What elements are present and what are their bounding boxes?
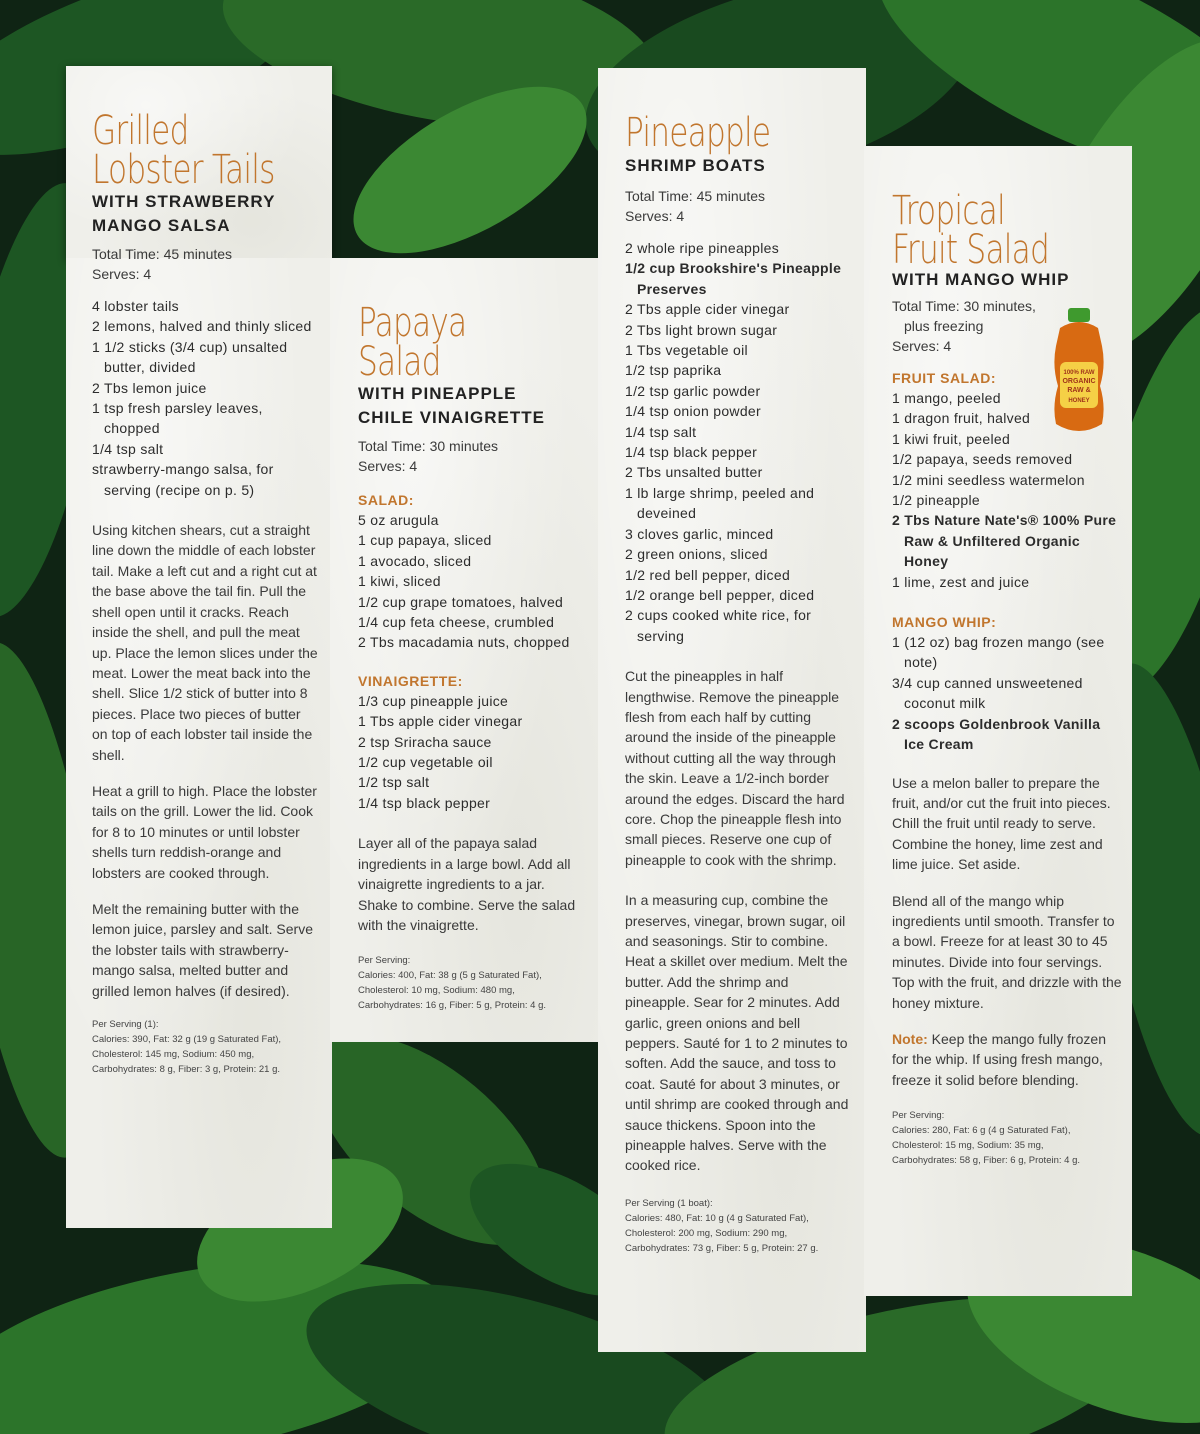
papaya-total-time: Total Time: 30 minutes [358,438,499,454]
list-item: 1 dragon fruit, halved [892,410,1031,427]
nutrition-line: Per Serving: [892,1110,945,1122]
papaya-title-line2: Salad [358,339,441,386]
honey-label-text-3: RAW & [1067,387,1091,394]
lobster-subtitle-line1: WITH STRAWBERRY [92,192,276,211]
fruit-step-1: Use a melon baller to prepare the fruit, and/or cut the fruit into pieces. Chill the fruit until ready to serve. Combine the honey, lime zest and lime juice. Set aside. [892,774,1111,873]
lobster-subtitle-line2: MANGO SALSA [92,216,231,235]
note-text: Keep the mango fully frozen for the whip. If using fresh mango, freeze it solid before blending. [892,1030,1107,1088]
nutrition-line: Cholesterol: 10 mg, Sodium: 480 mg, [358,985,515,997]
lobster-nutrition [92,1017,320,1077]
fruit-nutrition [892,1108,1124,1168]
list-item: 2 Tbs light brown sugar [625,321,778,338]
honey-bottle-image [1046,306,1112,436]
list-item: 1/4 cup feta cheese, crumbled [358,614,555,631]
nutrition-line: Calories: 390, Fat: 32 g (19 g Saturated Fat), [92,1034,282,1045]
list-item: 4 lobster tails [92,298,179,314]
nutrition-line: Per Serving (1): [92,1019,159,1030]
nutrition-line: Carbohydrates: 16 g, Fiber: 5 g, Protein: 4 g. [358,1000,546,1012]
list-item: 2 whole ripe pineapples [625,240,780,256]
nutrition-line: Cholesterol: 15 mg, Sodium: 35 mg, [892,1140,1044,1152]
list-item: 2 lemons, halved and thinly sliced [92,318,312,335]
list-item: 1/2 pineapple [892,492,980,509]
list-item: 1 (12 oz) bag frozen mango (see note) [892,634,1105,671]
pineapple-nutrition [625,1196,855,1256]
list-item: 2 Tbs unsalted butter [625,464,763,481]
list-item: 1/2 orange bell pepper, diced [625,586,815,603]
lobster-title-line2: Lobster Tails [92,147,275,194]
bottle-cap [1068,308,1090,322]
honey-label-text-2: ORGANIC [1062,378,1096,385]
fruit-step-2: Blend all of the mango whip ingredients until smooth. Transfer to a bowl. Freeze for at least 30 to 45 minutes. Divide into four servings. Top with the fruit, and drizzle with the honey mixture. [892,892,1122,1011]
list-item: 1 kiwi fruit, peeled [892,430,1011,447]
papaya-serves: Serves: 4 [358,458,418,474]
nutrition-line: Carbohydrates: 58 g, Fiber: 6 g, Protein: 4 g. [892,1155,1080,1167]
list-item: 1 Tbs vegetable oil [625,342,748,359]
list-item: 1/2 cup grape tomatoes, halved [358,593,564,610]
list-item: 1/4 tsp black pepper [625,444,758,461]
papaya-title-line1: Papaya [358,300,467,346]
lobster-title-line1: Grilled [92,108,189,154]
list-item: 1/4 tsp salt [625,423,697,440]
list-item: 1/2 papaya, seeds removed [892,451,1073,468]
list-item: 5 oz arugula [358,512,439,528]
list-item: 2 Tbs lemon juice [92,379,207,396]
mango-whip-ingredients [892,632,1124,754]
papaya-nutrition [358,953,588,1013]
list-item: 1 tsp fresh parsley leaves, chopped [92,400,263,437]
pineapple-subtitle: SHRIMP BOATS [625,156,766,175]
note-label: Note: [892,1030,928,1047]
nutrition-line: Per Serving: [358,955,411,967]
lobster-ingredients [92,296,320,500]
list-item: 1 lime, zest and juice [892,573,1030,590]
papaya-step: Layer all of the papaya salad ingredients in a large bowl. Add all vinaigrette ingredients to a jar. Shake to combine. Serve the salad with the vinaigrette. [358,835,576,933]
fruit-total-time: Total Time: 30 minutes, [892,298,1036,314]
recipe-papaya-salad [358,300,588,1013]
pineapple-step-1: Cut the pineapples in half lengthwise. Remove the pineapple flesh from each half by cutting around the inside of the pineapple without cutting all the way through the skin. Leave a 1/2-inch border around the edges. Discard the hard core. Chop the pineapple flesh into small pieces. Reserve one cup of pineapple to cook with the shrimp. [625,668,845,868]
list-item: 3/4 cup canned unsweetened coconut milk [892,674,1083,712]
nutrition-line: Carbohydrates: 73 g, Fiber: 5 g, Protein: 27 g. [625,1242,819,1254]
list-item: 1/4 tsp onion powder [625,403,761,420]
list-item: strawberry-mango salsa, for serving (recipe on p. 5) [92,461,274,498]
papaya-vinaigrette-label: VINAIGRETTE: [358,672,463,689]
fruit-note [892,1029,1124,1090]
list-item: 1 avocado, sliced [358,552,472,569]
lobster-total-time: Total Time: 45 minutes [92,246,233,262]
list-item: 1/2 cup vegetable oil [358,754,493,771]
nutrition-line: Cholesterol: 145 mg, Sodium: 450 mg, [92,1049,255,1060]
recipe-pineapple-shrimp [625,110,855,1256]
list-item: 1/2 tsp salt [358,774,430,791]
pineapple-title: Pineapple [625,110,771,156]
list-item: 1 cup papaya, sliced [358,532,492,549]
recipe-grilled-lobster [92,108,320,1077]
nutrition-line: Calories: 280, Fat: 6 g (4 g Saturated Fat), [892,1125,1071,1137]
papaya-subtitle-line2: CHILE VINAIGRETTE [358,408,546,427]
papaya-salad-label: SALAD: [358,492,414,508]
honey-label-text-4: HONEY [1068,398,1090,404]
papaya-subtitle-line1: WITH PINEAPPLE [358,384,517,403]
pineapple-serves: Serves: 4 [625,208,685,224]
list-item: 2 Tbs macadamia nuts, chopped [358,634,570,651]
list-item: 2 scoops Goldenbrook Vanilla Ice Cream [892,715,1101,753]
fruit-total-time-cont: plus freezing [904,318,984,334]
fruit-subtitle: WITH MANGO WHIP [892,270,1070,289]
list-item: 3 cloves garlic, minced [625,525,774,542]
list-item: 1/2 tsp paprika [625,362,722,379]
list-item: 1/3 cup pineapple juice [358,692,509,709]
list-item: 1/2 red bell pepper, diced [625,566,791,583]
pineapple-total-time: Total Time: 45 minutes [625,188,766,204]
list-item: 1/4 tsp salt [92,440,164,457]
list-item: 1 1/2 sticks (3/4 cup) unsalted butter, divided [92,338,288,376]
list-item: 1/4 tsp black pepper [358,794,491,811]
list-item: 1 lb large shrimp, peeled and deveined [625,484,815,522]
list-item: 1/2 tsp garlic powder [625,382,761,399]
fruit-title [892,188,1124,274]
list-item: 2 green onions, sliced [625,546,768,563]
honey-label-text-1: 100% RAW [1063,370,1095,376]
fruit-title-line1: Tropical [892,188,1005,234]
lobster-serves: Serves: 4 [92,266,152,282]
list-item: 2 Tbs apple cider vinegar [625,301,790,318]
nutrition-line: Calories: 480, Fat: 10 g (4 g Saturated Fat), [625,1212,809,1224]
list-item: 2 tsp Sriracha sauce [358,733,492,750]
lobster-step-3: Melt the remaining butter with the lemon juice, parsley and salt. Serve the lobster tails with strawberry-mango salsa, melted butter and grilled lemon halves (if desired). [92,900,313,999]
papaya-title [358,300,588,386]
mango-whip-label: MANGO WHIP: [892,614,997,631]
list-item: 1/2 cup Brookshire's Pineapple Preserves [625,260,842,297]
list-item: 1 Tbs apple cider vinegar [358,713,523,730]
pineapple-step-2: In a measuring cup, combine the preserves, vinegar, brown sugar, oil and seasonings. Stir to combine. Heat a skillet over medium. Melt the butter. Add the shrimp and pineapple. Sear for 2 minutes. Add garlic, green onions and bell peppers. Sauté for 1 to 2 minutes to soften. Add the sauce, and toss to coat. Sauté for about 3 minutes, or until shrimp are cooked through and sauce thickens. Spoon into the pineapple halves. Serve with the cooked rice. [625,892,849,1174]
papaya-salad-ingredients [358,510,588,653]
fruit-salad-label: FRUIT SALAD: [892,370,996,386]
nutrition-line: Cholesterol: 200 mg, Sodium: 290 mg, [625,1227,788,1239]
nutrition-line: Calories: 400, Fat: 38 g (5 g Saturated Fat), [358,970,542,982]
list-item: 1/2 mini seedless watermelon [892,471,1085,488]
nutrition-line: Carbohydrates: 8 g, Fiber: 3 g, Protein: 21 g. [92,1064,280,1075]
fruit-title-line2: Fruit Salad [892,227,1050,274]
lobster-step-2: Heat a grill to high. Place the lobster tails on the grill. Lower the lid. Cook for 8 to 10 minutes or until lobster shells turn reddish-orange and lobsters are cooked through. [92,782,317,881]
papaya-vinaigrette-ingredients [358,691,588,813]
pineapple-ingredients [625,238,855,646]
list-item: 1 mango, peeled [892,390,1001,406]
lobster-title [92,108,320,194]
list-item: 2 Tbs Nature Nate's® 100% Pure Raw & Unfiltered Organic Honey [892,512,1117,570]
list-item: 2 cups cooked white rice, for serving [625,607,812,644]
nutrition-line: Per Serving (1 boat): [625,1197,713,1209]
lobster-step-1: Using kitchen shears, cut a straight line down the middle of each lobster tail. Make a left cut and a right cut at the base above the tail fin. Pull the shell open until it cracks. Reach inside the shell, and pull the meat up. Place the lemon slices under the meat. Lower the meat back into the shell. Slice 1/2 stick of butter into 8 pieces. Place two pieces of butter on top of each lobster tail inside the shell. [92,522,318,763]
fruit-serves: Serves: 4 [892,338,952,354]
list-item: 1 kiwi, sliced [358,573,441,590]
